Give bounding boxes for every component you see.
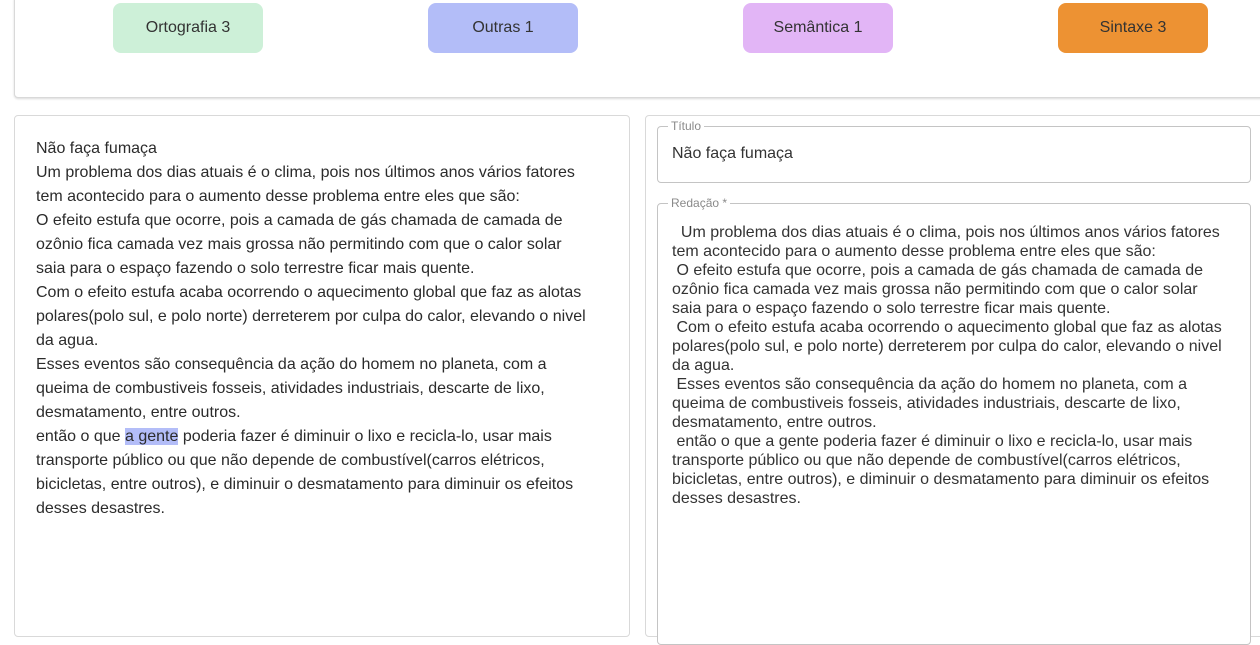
essay-text-segment: desmatamento, entre outros. <box>36 404 241 421</box>
essay-text-segment: da <box>36 332 59 349</box>
essay-text-segment: o que <box>76 428 125 445</box>
essay-textarea-line: Esses eventos são consequência da ação do homem no planeta, com a <box>672 376 1187 393</box>
essay-textarea-line: polares(polo sul, e polo norte) derreterem por culpa do calor, elevando o nivel <box>672 338 1222 355</box>
highlight-ortografia[interactable]: combustiveis <box>115 380 208 397</box>
highlight-sintaxe[interactable]: camada <box>116 236 174 253</box>
highlight-ortografia[interactable]: nivel <box>552 308 586 325</box>
essay-field-label: Redação * <box>668 196 730 210</box>
essay-textarea-line: transporte público ou que não depende de combustível(carros elétricos, <box>672 452 1181 469</box>
annotated-line <box>36 281 606 305</box>
essay-text-segment: acontecido para o aumento desse problema entre eles que são: <box>62 188 520 205</box>
essay-text-segment: fosseis, atividades industriais, descarte de lixo, <box>207 380 545 397</box>
essay-textarea-line: então o que a gente poderia fazer é diminuir o lixo e recicla-lo, usar mais <box>672 433 1193 450</box>
essay-textarea-line: O efeito estufa que ocorre, pois a camada de gás chamada de camada de <box>672 262 1203 279</box>
highlight-outras[interactable]: a gente <box>124 428 179 445</box>
essay-text-segment: polares(polo sul, e polo norte) derreterem por culpa do calor, elevando o <box>36 308 553 325</box>
essay-text-segment: Esses eventos são consequência da ação do homem no planeta, com a <box>36 356 547 373</box>
essay-textarea-line: bicicletas, entre outros), e diminuir o desmatamento para diminuir os efeitos <box>672 471 1210 488</box>
annotated-line <box>36 305 606 329</box>
essay-text-segment: desses desastres. <box>36 500 165 517</box>
essay-text-segment: Um problema dos dias atuais é o clima, pois nos últimos anos <box>36 164 479 181</box>
essay-form-panel <box>645 115 1260 637</box>
error-summary-bar <box>14 0 1260 98</box>
essay-text-segment: O efeito estufa que ocorre, <box>36 212 230 229</box>
essay-text-segment: queima de <box>36 380 116 397</box>
annotated-line <box>36 497 606 521</box>
annotated-line <box>36 449 606 473</box>
essay-textarea-line: tem acontecido para o aumento desse problema entre eles que são: <box>672 243 1156 260</box>
annotated-essay-text <box>36 137 606 521</box>
highlight-sintaxe[interactable]: vários fatores <box>478 164 575 181</box>
essay-textarea-line: da agua. <box>672 357 735 374</box>
essay-textarea[interactable] <box>672 223 1242 508</box>
essay-textarea-line: desses desastres. <box>672 490 801 507</box>
essay-text-segment: camada de gás <box>272 212 391 229</box>
essay-textarea-line: Com o efeito estufa acaba ocorrendo o aquecimento global que faz as alotas <box>672 319 1222 336</box>
outras-filter-button[interactable]: Outras 1 <box>428 3 578 53</box>
essay-text-segment: bicicletas, entre outros), e diminuir o desmatamento para <box>36 476 445 493</box>
annotated-line <box>36 353 606 377</box>
highlight-ortografia[interactable]: então <box>36 428 77 445</box>
title-field-label: Título <box>668 119 704 133</box>
highlight-sintaxe[interactable]: diminuir <box>444 476 501 493</box>
annotated-title: Não faça fumaça <box>36 140 157 157</box>
sintaxe-filter-button[interactable]: Sintaxe 3 <box>1058 3 1208 53</box>
semantica-filter-button[interactable]: Semântica 1 <box>743 3 893 53</box>
essay-textarea-line: Um problema dos dias atuais é o clima, pois nos últimos anos vários fatores <box>672 224 1220 241</box>
annotated-line <box>36 377 606 401</box>
annotated-line <box>36 329 606 353</box>
essay-text-segment: saia para o espaço fazendo o solo terrestre ficar mais quente. <box>36 260 475 277</box>
essay-text-segment: Com o efeito estufa acaba ocorrendo o aquecimento global que faz as alotas <box>36 284 582 301</box>
essay-textarea-line: ozônio fica camada vez mais grossa não permitindo com que o calor solar <box>672 281 1198 298</box>
annotated-line <box>36 257 606 281</box>
annotated-essay-panel <box>14 115 630 637</box>
annotated-line <box>36 233 606 257</box>
essay-textarea-line: saia para o espaço fazendo o solo terrestre ficar mais quente. <box>672 300 1111 317</box>
annotated-line <box>36 425 606 449</box>
highlight-sintaxe[interactable]: pois a <box>229 212 273 229</box>
title-field[interactable] <box>657 119 1251 183</box>
essay-text-segment: transporte público ou que não depende de combustível(carros elétricos, <box>36 452 545 469</box>
annotated-line <box>36 401 606 425</box>
annotated-line <box>36 161 606 185</box>
essay-text-segment: ozônio fica <box>36 236 117 253</box>
ortografia-filter-button[interactable]: Ortografia 3 <box>113 3 263 53</box>
highlight-sintaxe[interactable]: chamada de <box>390 212 479 229</box>
highlight-semantica[interactable]: agua <box>58 332 94 349</box>
title-input[interactable]: Não faça fumaça <box>672 145 793 162</box>
highlight-sintaxe[interactable]: tem <box>36 188 63 205</box>
essay-field[interactable] <box>657 196 1251 645</box>
essay-text-segment: poderia fazer é diminuir o lixo e recicla-lo, usar mais <box>178 428 552 445</box>
essay-text-segment: . <box>93 332 99 349</box>
annotated-line <box>36 473 606 497</box>
essay-textarea-line: desmatamento, entre outros. <box>672 414 877 431</box>
essay-text-segment: camada de <box>478 212 563 229</box>
essay-text-segment: os efeitos <box>500 476 574 493</box>
annotated-line <box>36 185 606 209</box>
essay-textarea-line: queima de combustiveis fosseis, atividades industriais, descarte de lixo, <box>672 395 1181 412</box>
essay-text-segment: vez mais grossa não permitindo com que o calor solar <box>173 236 562 253</box>
annotated-line <box>36 209 606 233</box>
